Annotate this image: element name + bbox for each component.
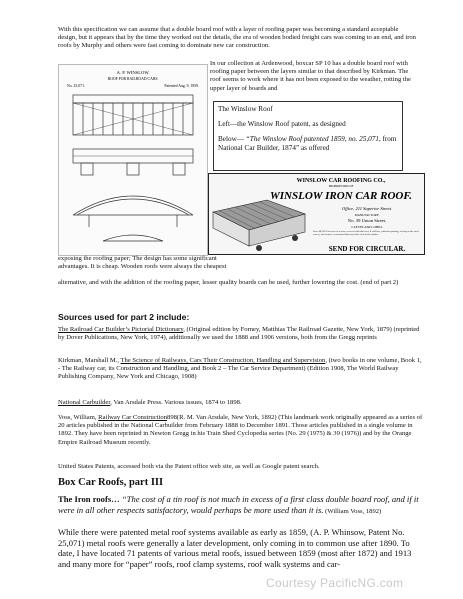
patent-figure-1 — [73, 95, 193, 135]
patent-number: No. 25,071. — [67, 84, 85, 88]
quote-attribution: (William Voss, 1892) — [323, 507, 382, 515]
source-2-pre: Kirkman, Marshall M., — [58, 357, 121, 364]
patent-date: Patented Aug. 9, 1859. — [164, 84, 199, 88]
iron-roofs-quote — [58, 494, 423, 517]
exposing-paragraph: exposing the roofing paper; The design has some significant advantages. It is cheap. Wooden roofs were always the cheapest — [58, 255, 227, 271]
source-4-pre: Voss, William, — [58, 414, 99, 421]
intro-paragraph: With this specification we can assume that a double board roof with a layer of roofing paper was becoming a standard acceptable design, but it appears that by the time they worked out the details, the era of wooden bodied freight cars was coming to an end, and iron roofs by Murphy and others were fast coming to dominate new car construction. — [58, 26, 416, 50]
source-1-rest: , (Original edition by Forney, Matthias The Railroad Gazette, New York, 1879) (reprinted by Dover Publications, New York, 1974), additionally we used the 1888 and 1906 versions, both from the Gregg reprints — [58, 326, 420, 342]
caption-below-suffix: , from National Car Builder, 1874” as offered — [218, 135, 397, 152]
source-5: United States Patents, accessed both via the Patent office web site, as well as Google patent search. — [58, 463, 320, 470]
source-2 — [58, 357, 423, 382]
patent-name: A. P. WINSLOW. — [116, 70, 150, 75]
source-1 — [58, 326, 423, 342]
sources-heading: Sources used for part 2 include: — [58, 312, 190, 322]
source-3-rest: , Van Arsdale Press. Various issues, 1874 to 1898. — [110, 399, 242, 406]
ad-proprietors: PROPRIETORS OF — [328, 184, 354, 188]
source-3 — [58, 399, 423, 407]
source-2-title: The Science of Railways, Cars Their Construction, Handling and Supervision — [120, 357, 326, 364]
patent-figure-2 — [73, 149, 193, 175]
caption-below-prefix: Below— — [218, 135, 246, 143]
patent-title: ROOF FOR RAILROAD CARS. — [107, 77, 159, 81]
ad-street: No. 39 Union Street, — [347, 218, 387, 223]
source-1-title: The Railroad Car Builder’s Pictorial Dictionary — [58, 326, 184, 333]
caption-left-line: Left—the Winslow Roof patent, as designed — [218, 120, 346, 128]
metal-roofs-paragraph: While there were patented metal roof systems available as early as 1859, (A. P. Whinsow, Patent No. 25,071) metal roofs were generally a later development, only coming in to common use after 1890. To date, I have located 71 patents of various metal roofs, issued between 1859 (most after 1872) and 1913 and many more for “paper” roofs, roof clamp systems, roof walk systems and car- — [58, 527, 412, 569]
ad-manufactory: MANUFACTORY, — [354, 213, 380, 217]
patent-figure-3 — [73, 196, 193, 241]
quote-text: “The cost of a tin roof is not much in excess of a first class double board roof, and if it were in all other respects satisfactory, would perhaps be more used than it is. — [58, 494, 419, 515]
source-4 — [58, 414, 423, 447]
ardenwood-paragraph: In our collection at Ardenwood, boxcar SP 10 has a double board roof with roofing paper between the layers similar to that described by Kirkman. The roof seems to work where it has not been exposed to the weather, rotting the upper layer of boards and — [210, 60, 411, 92]
source-2-rest: , (two books in one volume, Book 1, - The Railway car, its Construction and Handling, and Book 2 – The Car Service Department) (Edition 1908, The World Railway Publishing Company, New York and Chicago, 1908) — [58, 357, 422, 381]
patent-drawing-image — [58, 64, 208, 256]
ad-boxcar-illustration — [213, 200, 305, 251]
ad-headline: WINSLOW IRON CAR ROOF. — [269, 190, 413, 202]
source-4-rest: 898(R. M. Van Arsdale, New York, 1892) (This landmark work originally appeared as a series of 20 articles published in the National Carbuilder from February 1888 to December 1891. Those articles published in a single volume in 1892. They have been reprinted in Newton Gregg in his Train Shed Cyclopedia series (No. 29 (1975) & 39 (1976)) and by the Orange Empire Railroad Museum recently. — [58, 414, 423, 446]
caption-title: The Winslow Roof — [218, 105, 273, 113]
winslow-advertisement — [208, 173, 425, 255]
caption-below-italic: “The Winslow Roof patented 1859, no. 25,071 — [245, 135, 379, 143]
ad-office: Office, 211 Superior Street. — [341, 206, 393, 211]
ad-company: WINSLOW CAR ROOFING CO., — [296, 178, 386, 184]
quote-lead: The Iron roofs… — [58, 494, 122, 504]
source-4-title: Railway Car Construction — [98, 414, 168, 421]
ad-cta: SEND FOR CIRCULAR. — [328, 245, 406, 253]
boxcar-roofs-heading: Box Car Roofs, part III — [58, 477, 164, 488]
ad-city: CLEVELAND, OHIO. — [351, 225, 383, 229]
alternative-paragraph: alternative, and with the addition of the roofing paper, lesser quality boards can be used, further lowering the cost. (end of part 2) — [58, 279, 399, 286]
watermark: Courtesy PacificNG.com — [266, 576, 404, 590]
caption-box — [213, 101, 403, 171]
ad-blurb: Over 48,000 Cars now in service covered with this roof. It will last, without repairing, as long as the car it covers, and is more economical than any other roof in the market. — [313, 230, 419, 236]
source-3-title: National Carbuilder — [58, 399, 111, 406]
caption-below-line — [218, 135, 398, 153]
